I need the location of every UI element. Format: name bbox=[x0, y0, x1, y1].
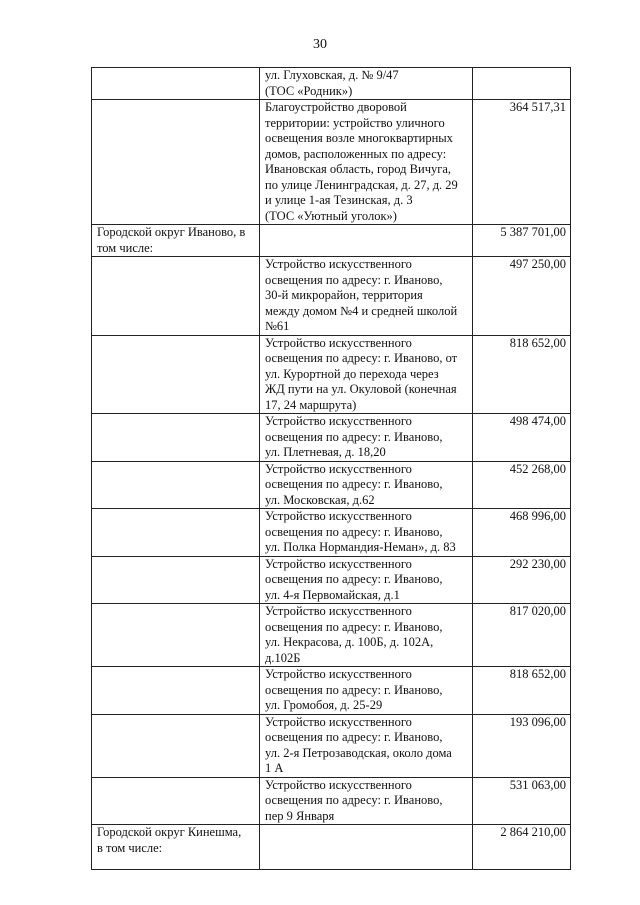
amount-cell bbox=[473, 68, 571, 100]
amount-cell: 292 230,00 bbox=[473, 556, 571, 604]
amount-cell: 498 474,00 bbox=[473, 414, 571, 462]
table-row bbox=[92, 556, 571, 604]
description-cell: Устройство искусственного освещения по адресу: г. Иваново, от ул. Курортной до перехода через ЖД пути на ул. Окуловой (конечная 17, 24 маршрута) bbox=[260, 335, 473, 414]
district-cell bbox=[92, 509, 260, 557]
description-cell: Устройство искусственного освещения по адресу: г. Иваново, ул. Громобоя, д. 25-29 bbox=[260, 667, 473, 715]
table-row bbox=[92, 100, 571, 225]
description-cell bbox=[260, 825, 473, 870]
table-row bbox=[92, 714, 571, 777]
description-cell: Благоустройство дворовой территории: устройство уличного освещения возле многоквартирных домов, расположенных по адресу: Ивановская область, город Вичуга, по улице Ленинградская, д. 27, д. 29 и улице 1-ая Тезинская, д. 3 (ТОС «Уютный уголок») bbox=[260, 100, 473, 225]
description-cell: Устройство искусственного освещения по адресу: г. Иваново, ул. 4-я Первомайская, д.1 bbox=[260, 556, 473, 604]
amount-cell: 364 517,31 bbox=[473, 100, 571, 225]
description-cell bbox=[260, 225, 473, 257]
description-cell: Устройство искусственного освещения по адресу: г. Иваново, ул. 2-я Петрозаводская, около дома 1 А bbox=[260, 714, 473, 777]
description-cell: Устройство искусственного освещения по адресу: г. Иваново, 30-й микрорайон, территория между домом №4 и средней школой №61 bbox=[260, 257, 473, 336]
district-cell bbox=[92, 335, 260, 414]
district-cell bbox=[92, 257, 260, 336]
table-row bbox=[92, 604, 571, 667]
district-cell bbox=[92, 714, 260, 777]
amount-cell: 818 652,00 bbox=[473, 335, 571, 414]
district-cell bbox=[92, 604, 260, 667]
district-cell bbox=[92, 100, 260, 225]
district-cell: Городской округ Иваново, в том числе: bbox=[92, 225, 260, 257]
amount-cell: 452 268,00 bbox=[473, 461, 571, 509]
table-row bbox=[92, 825, 571, 870]
amount-cell: 817 020,00 bbox=[473, 604, 571, 667]
amount-cell: 2 864 210,00 bbox=[473, 825, 571, 870]
district-cell: Городской округ Кинешма, в том числе: bbox=[92, 825, 260, 870]
funding-table bbox=[91, 67, 571, 870]
table-row bbox=[92, 414, 571, 462]
description-cell: Устройство искусственного освещения по адресу: г. Иваново, ул. Некрасова, д. 100Б, д. 102А, д.102Б bbox=[260, 604, 473, 667]
table-row bbox=[92, 257, 571, 336]
district-cell bbox=[92, 414, 260, 462]
table-row bbox=[92, 509, 571, 557]
amount-cell: 497 250,00 bbox=[473, 257, 571, 336]
table-row bbox=[92, 461, 571, 509]
amount-cell: 531 063,00 bbox=[473, 777, 571, 825]
amount-cell: 468 996,00 bbox=[473, 509, 571, 557]
page-number: 30 bbox=[313, 37, 327, 52]
amount-cell: 5 387 701,00 bbox=[473, 225, 571, 257]
description-cell: Устройство искусственного освещения по адресу: г. Иваново, ул. Плетневая, д. 18,20 bbox=[260, 414, 473, 462]
description-cell: Устройство искусственного освещения по адресу: г. Иваново, ул. Полка Нормандия-Неман», д. 83 bbox=[260, 509, 473, 557]
amount-cell: 818 652,00 bbox=[473, 667, 571, 715]
table-row bbox=[92, 68, 571, 100]
district-cell bbox=[92, 68, 260, 100]
table-row bbox=[92, 667, 571, 715]
amount-cell: 193 096,00 bbox=[473, 714, 571, 777]
table-row bbox=[92, 225, 571, 257]
table-row bbox=[92, 777, 571, 825]
description-cell: Устройство искусственного освещения по адресу: г. Иваново, пер 9 Января bbox=[260, 777, 473, 825]
description-cell: Устройство искусственного освещения по адресу: г. Иваново, ул. Московская, д.62 bbox=[260, 461, 473, 509]
description-cell: ул. Глуховская, д. № 9/47 (ТОС «Родник») bbox=[260, 68, 473, 100]
district-cell bbox=[92, 556, 260, 604]
district-cell bbox=[92, 461, 260, 509]
table-row bbox=[92, 335, 571, 414]
district-cell bbox=[92, 777, 260, 825]
district-cell bbox=[92, 667, 260, 715]
